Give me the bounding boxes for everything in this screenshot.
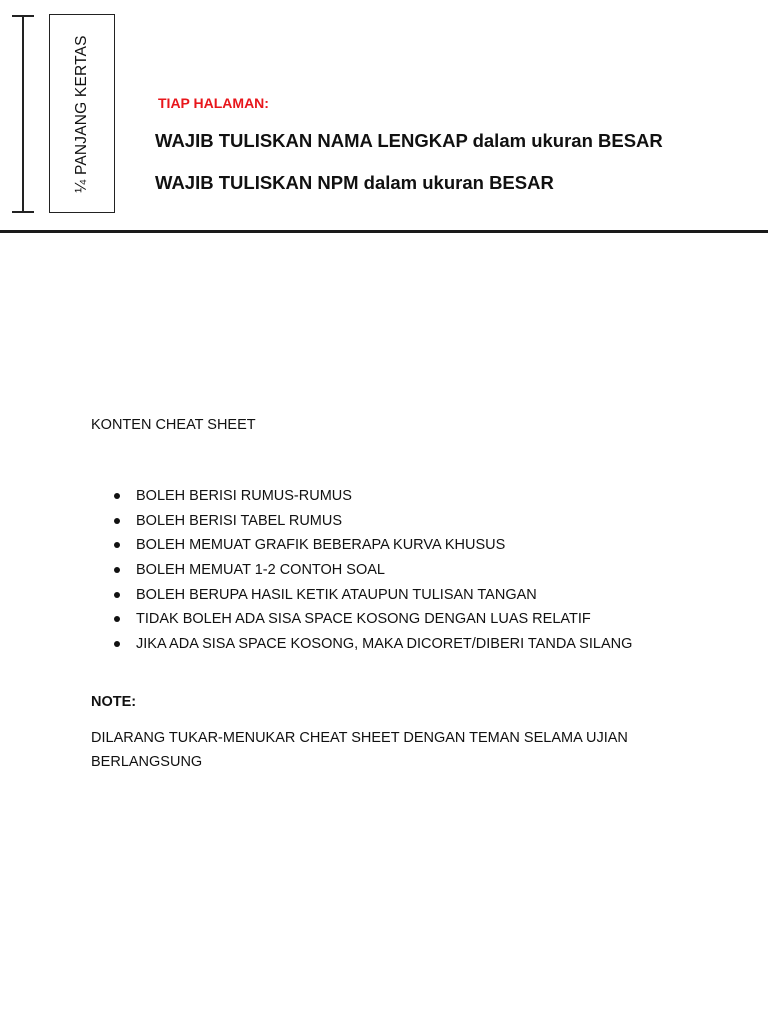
- list-item-text: BOLEH BERUPA HASIL KETIK ATAUPUN TULISAN TANGAN: [136, 586, 537, 603]
- list-item-text: BOLEH MEMUAT GRAFIK BEBERAPA KURVA KHUSUS: [136, 537, 506, 554]
- note-label: NOTE:: [91, 694, 137, 710]
- dimension-line: [22, 16, 24, 212]
- content-heading: KONTEN CHEAT SHEET: [91, 417, 256, 433]
- bullet-icon: [114, 567, 120, 573]
- list-item-text: BOLEH BERISI RUMUS-RUMUS: [136, 488, 352, 504]
- list-item-text: JIKA ADA SISA SPACE KOSONG, MAKA DICORET/DIBERI TANDA SILANG: [136, 636, 633, 653]
- bullet-icon: [114, 592, 120, 598]
- note-text: DILARANG TUKAR-MENUKAR CHEAT SHEET DENGAN TEMAN SELAMA UJIAN BERLANGSUNG: [91, 730, 628, 770]
- list-item: [114, 558, 632, 583]
- list-item: [114, 607, 632, 632]
- bullet-icon: [114, 641, 120, 647]
- list-item: [114, 484, 632, 509]
- list-item: [114, 583, 632, 608]
- header-divider: [0, 230, 768, 233]
- tiap-halaman-label: TIAP HALAMAN:: [158, 95, 269, 111]
- list-item-text: BOLEH MEMUAT 1-2 CONTOH SOAL: [136, 562, 385, 579]
- paper-length-label: ¼ PANJANG KERTAS: [73, 34, 90, 193]
- instruction-name: WAJIB TULISKAN NAMA LENGKAP dalam ukuran BESAR: [155, 130, 663, 151]
- list-item: [114, 533, 632, 558]
- bullet-icon: [114, 542, 120, 548]
- paper-length-box: [49, 14, 115, 213]
- bullet-icon: [114, 518, 120, 524]
- content-bullet-list: [114, 484, 632, 657]
- list-item: [114, 632, 632, 657]
- dimension-cap-bottom: [12, 211, 34, 213]
- list-item-text: TIDAK BOLEH ADA SISA SPACE KOSONG DENGAN LUAS RELATIF: [136, 611, 591, 628]
- list-item: [114, 509, 632, 534]
- list-item-text: BOLEH BERISI TABEL RUMUS: [136, 512, 343, 529]
- instruction-npm: WAJIB TULISKAN NPM dalam ukuran BESAR: [155, 172, 554, 193]
- bullet-icon: [114, 616, 120, 622]
- bullet-icon: [114, 493, 120, 499]
